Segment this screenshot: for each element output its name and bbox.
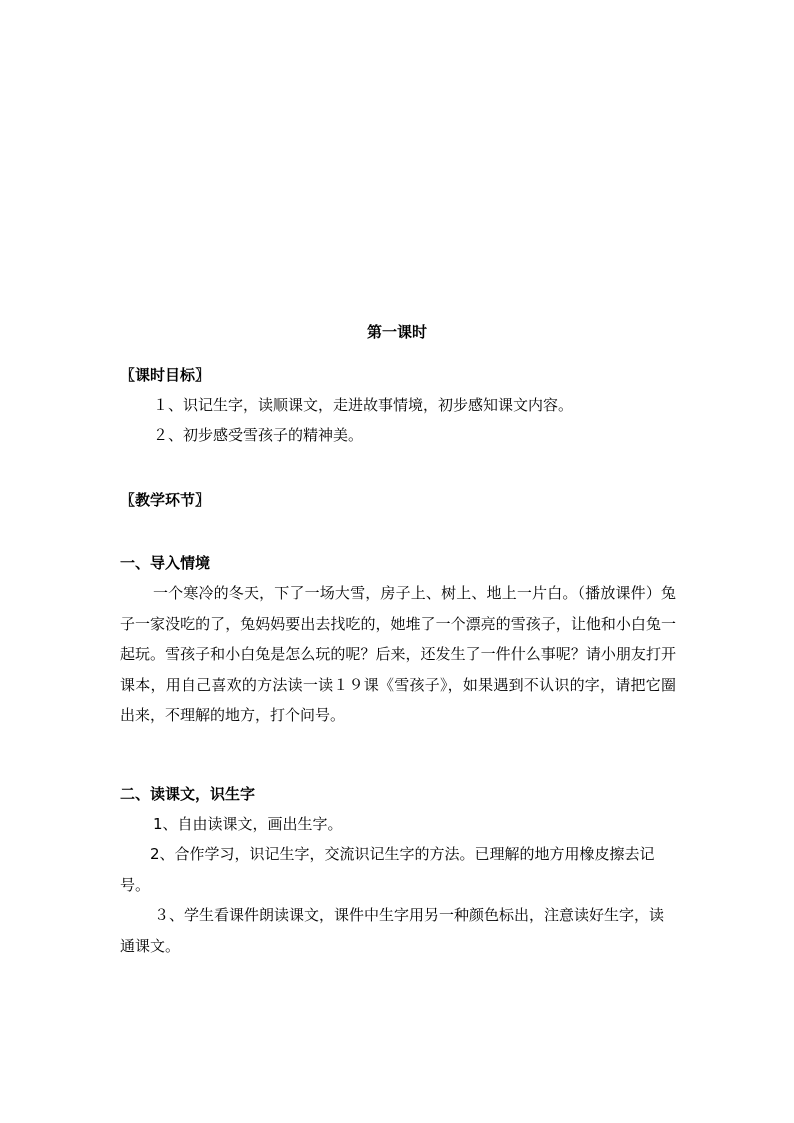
- objectives-section: [120, 364, 676, 450]
- section-intro-heading: 一、导入情境: [120, 554, 211, 572]
- section-reading-heading: 二、读课文，识生字: [120, 785, 256, 803]
- objective-item-1: １、识记生字，读顺课文，走进故事情境，初步感知课文内容。: [153, 396, 574, 414]
- objective-item-2: ２、初步感受雪孩子的精神美。: [153, 426, 364, 444]
- page-title: 第一课时: [366, 323, 427, 341]
- teaching-section: [120, 489, 676, 511]
- teaching-heading: 〖教学环节〗: [120, 491, 211, 509]
- reading-item-1: 1、自由读课文，画出生字。: [153, 815, 343, 833]
- reading-item-2: 2、合作学习，识记生字，交流识记生字的方法。已理解的地方用橡皮擦去记号。: [120, 845, 655, 894]
- section-intro: [120, 552, 676, 731]
- section-reading: [120, 783, 676, 961]
- objectives-heading: 〖课时目标〗: [120, 366, 211, 384]
- reading-item-3: ３、学生看课件朗读课文，课件中生字用另一种颜色标出，注意读好生字，读通课文。: [120, 906, 665, 955]
- section-intro-paragraph: 一个寒冷的冬天，下了一场大雪，房子上、树上、地上一片白。（播放课件）兔子一家没吃的了，兔妈妈要出去找吃的，她堆了一个漂亮的雪孩子，让他和小白兔一起玩。雪孩子和小白兔是怎么玩的呢？后来，还发生了一件什么事呢？请小朋友打开课本，用自己喜欢的方法读一读１９课《雪孩子》，如果遇到不认识的字，请把它圈出来，不理解的地方，打个问号。: [120, 584, 676, 724]
